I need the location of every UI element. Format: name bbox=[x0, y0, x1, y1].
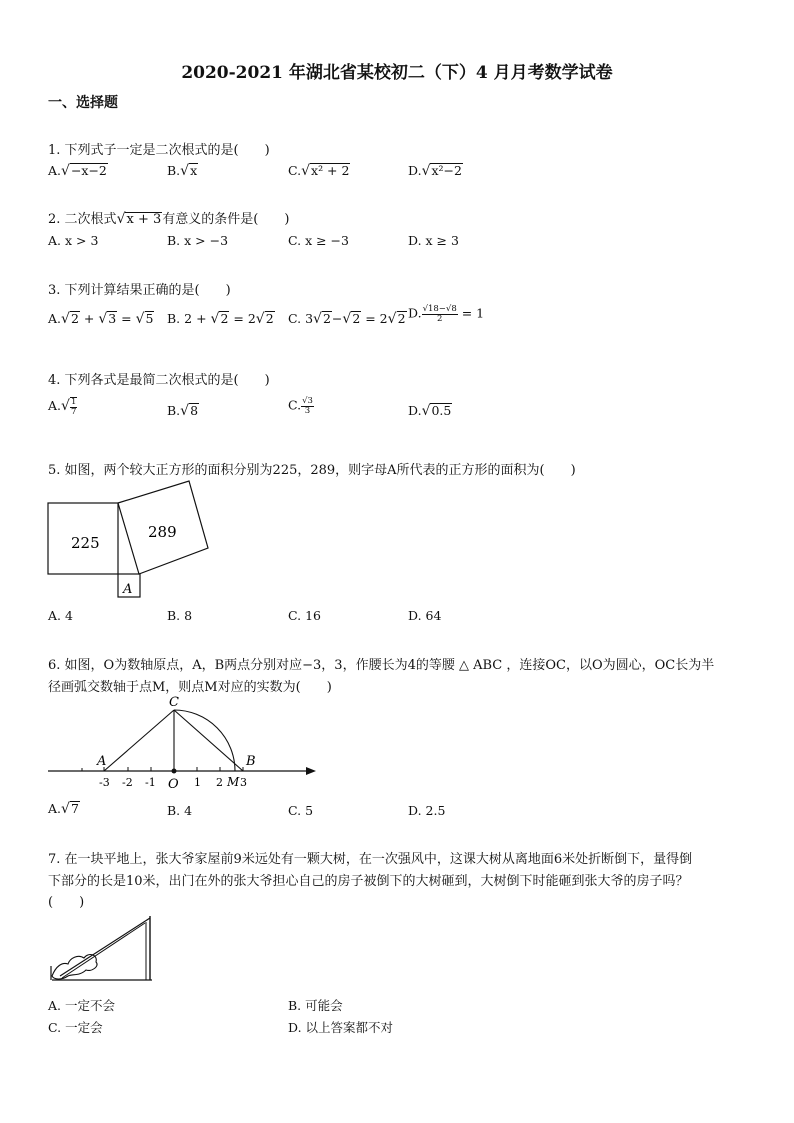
question-number: 6. bbox=[48, 658, 61, 673]
question-text: 下列计算结果正确的是( ) bbox=[64, 283, 231, 298]
option-b[interactable]: B. x > −3 bbox=[167, 233, 229, 248]
option-b[interactable]: B. 2 + √2 = 2√2 bbox=[167, 311, 274, 327]
option-d[interactable]: D. x ≥ 3 bbox=[408, 233, 459, 248]
option-a[interactable]: A.√−x−2 bbox=[48, 163, 107, 179]
question-text: 如图，两个较大正方形的面积分别为225，289，则字母A所代表的正方形的面积为( ) bbox=[64, 463, 576, 478]
question-3 bbox=[48, 279, 231, 298]
question-number: 7. bbox=[48, 852, 61, 867]
number-line-figure bbox=[44, 694, 324, 792]
tick-label: 3 bbox=[240, 776, 247, 789]
origin-point bbox=[172, 769, 177, 774]
option-a[interactable]: A.√7 bbox=[48, 801, 79, 817]
option-d[interactable]: D. 以上答案都不对 bbox=[288, 1020, 394, 1035]
tick-label: 2 bbox=[216, 776, 223, 789]
option-b[interactable]: B.√x bbox=[167, 163, 198, 179]
tick-label: -2 bbox=[122, 776, 133, 789]
option-a[interactable]: A.√ $\frac{1}{7}$ bbox=[48, 397, 77, 417]
label-m: M bbox=[227, 775, 240, 789]
squares-figure bbox=[44, 476, 224, 606]
question-7-line2: 下部分的长是10米，出门在外的张大爷担心自己的房子被倒下的大树砸到，大树倒下时能砸到张大爷的房子吗？ bbox=[48, 874, 689, 889]
question-1 bbox=[48, 139, 270, 158]
label-225: 225 bbox=[71, 534, 100, 552]
tick-label: -1 bbox=[145, 776, 156, 789]
label-289: 289 bbox=[148, 523, 177, 541]
option-c[interactable]: C. x ≥ −3 bbox=[288, 233, 349, 248]
question-number: 1. bbox=[48, 143, 61, 158]
label-a: A bbox=[123, 582, 133, 597]
question-number: 5. bbox=[48, 463, 61, 478]
option-d[interactable]: D. 2.5 bbox=[408, 803, 446, 818]
question-number: 4. bbox=[48, 373, 61, 388]
tick-label: -3 bbox=[99, 776, 110, 789]
option-c[interactable]: C. 一定会 bbox=[48, 1020, 103, 1035]
option-c[interactable]: C. 5 bbox=[288, 803, 314, 818]
option-d[interactable]: D.√0.5 bbox=[408, 403, 452, 419]
label-b: B bbox=[246, 754, 256, 769]
question-text: 下列式子一定是二次根式的是( ) bbox=[64, 143, 270, 158]
option-d[interactable]: D.√x²−2 bbox=[408, 163, 462, 179]
fallen-trunk bbox=[60, 918, 150, 976]
question-7-line3: ( ) bbox=[48, 895, 85, 910]
segment-bc bbox=[174, 710, 243, 771]
arc-cm bbox=[174, 710, 235, 771]
question-6: 6. 如图，O为数轴原点，A，B两点分别对应−3，3，作腰长为4的等腰 △ ABC ，连接OC，以O为圆心，OC长为半 bbox=[48, 658, 715, 673]
option-b[interactable]: B. 4 bbox=[167, 803, 193, 818]
section-heading: 一、选择题 bbox=[48, 95, 118, 111]
option-c[interactable]: C. $\frac{√3}{3}$ bbox=[288, 396, 313, 416]
option-a[interactable]: A.√2 + √3 = √5 bbox=[48, 311, 154, 327]
option-d[interactable]: D. 64 bbox=[408, 608, 442, 623]
option-b[interactable]: B.√8 bbox=[167, 403, 199, 419]
label-o: O bbox=[168, 777, 179, 792]
segment-ac bbox=[104, 710, 174, 771]
option-c[interactable]: C. 16 bbox=[288, 608, 321, 623]
option-d[interactable]: D. $\frac{√18-√8}{2}$ = 1 bbox=[408, 304, 485, 324]
question-7: 7. 在一块平地上，张大爷家屋前9米远处有一颗大树，在一次强风中，这课大树从离地面6米处折断倒下，量得倒 bbox=[48, 852, 693, 867]
option-a[interactable]: A. x > 3 bbox=[48, 233, 99, 248]
tick-label: 1 bbox=[194, 776, 201, 789]
option-c[interactable]: C. 3√2−√2 = 2√2 bbox=[288, 311, 406, 327]
option-b[interactable]: B. 可能会 bbox=[288, 998, 343, 1013]
option-a[interactable]: A. 4 bbox=[48, 608, 73, 623]
page-title: 2020-2021 年湖北省某校初二（下）4 月月考数学试卷 bbox=[181, 63, 613, 83]
option-c[interactable]: C.√x² + 2 bbox=[288, 163, 350, 179]
label-c: C bbox=[169, 695, 179, 710]
question-4 bbox=[48, 369, 270, 388]
question-text: 下列各式是最简二次根式的是( ) bbox=[64, 373, 270, 388]
label-a: A bbox=[97, 754, 107, 769]
question-number: 2. bbox=[48, 212, 61, 227]
question-2: 2. 二次根式√x + 3有意义的条件是( ) bbox=[48, 211, 290, 227]
question-number: 3. bbox=[48, 283, 61, 298]
axis-arrow bbox=[306, 767, 316, 775]
option-b[interactable]: B. 8 bbox=[167, 608, 193, 623]
option-a[interactable]: A. 一定不会 bbox=[48, 998, 115, 1013]
question-6-line2: 径画弧交数轴于点M，则点M对应的实数为( ) bbox=[48, 680, 332, 695]
tree-figure bbox=[46, 914, 158, 984]
